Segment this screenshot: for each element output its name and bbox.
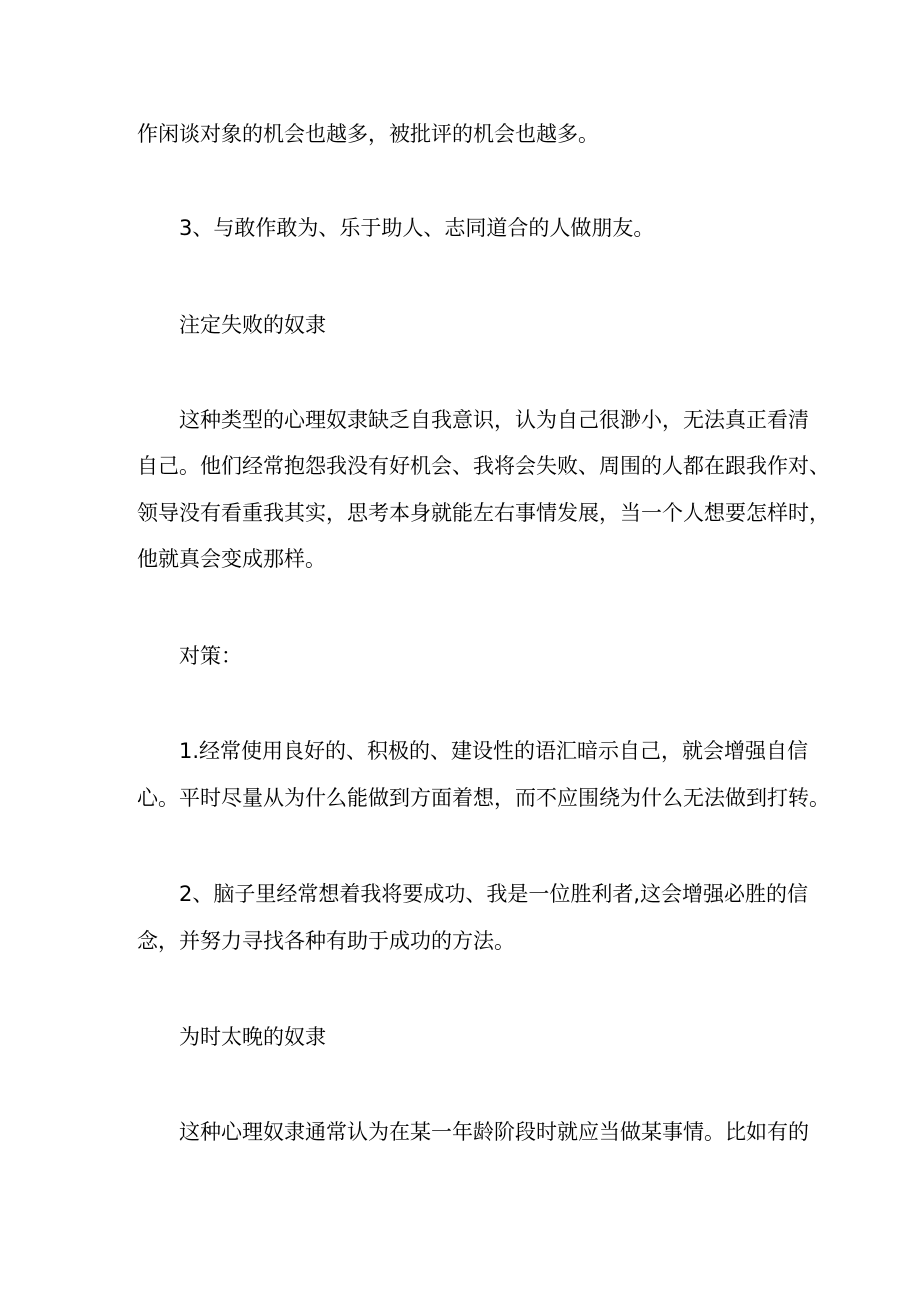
paragraph-line: 领导没有看重我其实，思考本身就能左右事情发展，当一个人想要怎样时， <box>137 501 830 525</box>
paragraph-line-continuation: 作闲谈对象的机会也越多，被批评的机会也越多。 <box>137 122 599 146</box>
paragraph-line: 他就真会变成那样。 <box>137 547 326 571</box>
list-item-1-line: 心。平时尽量从为什么能做到方面着想，而不应围绕为什么无法做到打转。 <box>137 786 830 810</box>
paragraph-line: 这种心理奴隶通常认为在某一年龄阶段时就应当做某事情。比如有的 <box>179 1120 809 1144</box>
section-heading-too-late-slave: 为时太晚的奴隶 <box>179 1025 326 1049</box>
list-item-2-line: 2、脑子里经常想着我将要成功、我是一位胜利者,这会增强必胜的信 <box>179 882 809 906</box>
paragraph-line: 这种类型的心理奴隶缺乏自我意识，认为自己很渺小，无法真正看清 <box>179 408 809 432</box>
section-heading-doomed-slave: 注定失败的奴隶 <box>179 313 326 337</box>
countermeasure-heading: 对策： <box>179 644 242 668</box>
paragraph-line: 自己。他们经常抱怨我没有好机会、我将会失败、周围的人都在跟我作对、 <box>137 454 830 478</box>
list-item-1-line: 1.经常使用良好的、积极的、建设性的语汇暗示自己，就会增强自信 <box>179 739 809 763</box>
list-item-2-line: 念，并努力寻找各种有助于成功的方法。 <box>137 929 515 953</box>
list-item-3: 3、与敢作敢为、乐于助人、志同道合的人做朋友。 <box>179 216 655 240</box>
